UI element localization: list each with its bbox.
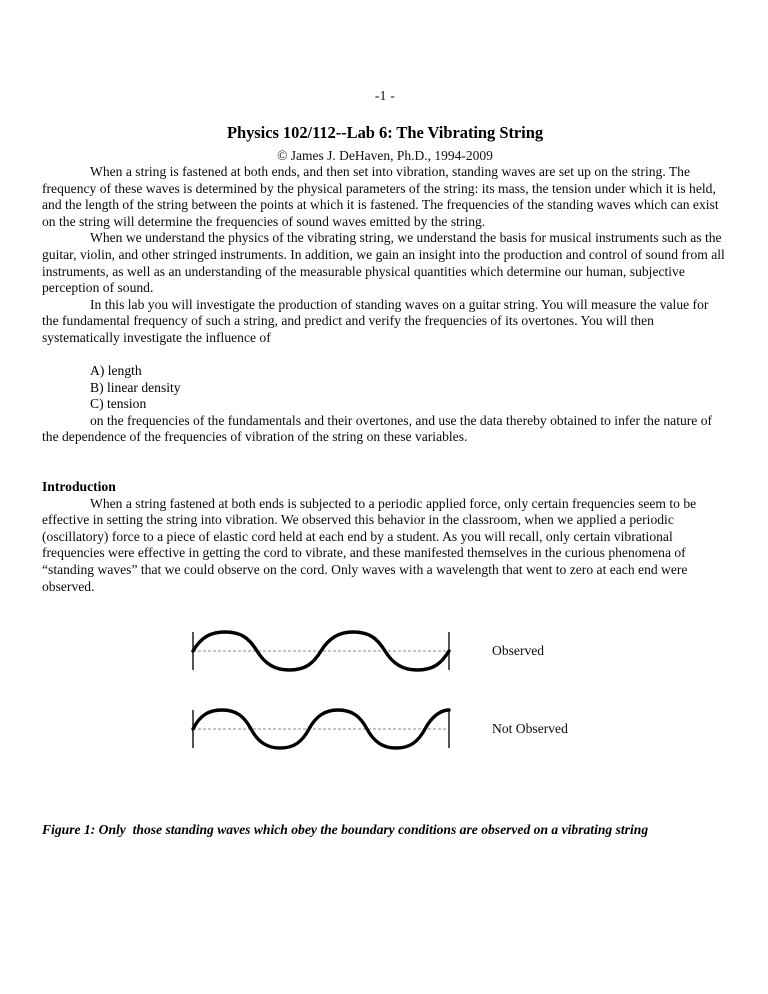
- page-content: [42, 0, 728, 839]
- wave-label-observed: Observed: [492, 643, 545, 659]
- paragraph-overview-1: When a string is fastened at both ends, and then set into vibration, standing waves are set up on the string. The frequency of these waves is determined by the physical parameters of the string: its mass, the tension under which it is held, and the length of the string between the points at which it is fastened. The frequencies of the standing waves which can exist on the string will determine the frequencies of sound waves emitted by the string.: [42, 164, 719, 229]
- wave-label-not-observed: Not Observed: [492, 721, 568, 737]
- copyright-line: © James J. DeHaven, Ph.D., 1994-2009: [277, 148, 493, 163]
- paragraph-overview-3: In this lab you will investigate the production of standing waves on a guitar string. You will measure the value for the fundamental frequency of such a string, and predict and verify the frequencies of its overtones. You will then systematically investigate the influence of: [42, 296, 709, 345]
- figure-1: [42, 625, 728, 800]
- standing-wave-icon: [187, 703, 455, 755]
- influence-variable-list: [42, 363, 728, 413]
- wave-row-not-observed: [42, 703, 728, 781]
- standing-wave-icon: [187, 625, 455, 677]
- list-item: B) linear density: [90, 379, 181, 395]
- list-item: C) tension: [90, 396, 147, 412]
- figure-caption: Figure 1: Only those standing waves which obey the boundary conditions are observed on a vibrating string: [42, 822, 649, 838]
- wave-diagram-not-observed: [187, 703, 455, 755]
- list-item: A) length: [90, 363, 142, 379]
- wave-row-observed: [42, 625, 728, 703]
- wave-diagram-observed: [187, 625, 455, 677]
- page-title: Physics 102/112--Lab 6: The Vibrating String: [226, 123, 544, 142]
- paragraph-introduction-1: When a string fastened at both ends is subjected to a periodic applied force, only certain frequencies seem to be effective in setting the string into vibration. We observed this behavior in the classroom, when we applied a periodic (oscillatory) force to a piece of elastic cord held at each end by a student. As you will recall, only certain vibrational frequencies were effective in getting the cord to vibrate, and these manifested themselves in the curious phenomena of “standing waves” that we could observe on the cord. Only waves with a wavelength that went to zero at each end were observed.: [42, 495, 697, 594]
- paragraph-overview-2: When we understand the physics of the vibrating string, we understand the basis for musical instruments such as the guitar, violin, and other stringed instruments. In addition, we gain an insight into the production and control of sound from all instruments, as well as an understanding of the measurable physical quantities which determine our human, subjective perception of sound.: [42, 230, 725, 296]
- section-heading-introduction: Introduction: [42, 479, 116, 494]
- page-number: -1 -: [374, 88, 396, 103]
- paragraph-overview-4: on the frequencies of the fundamentals and their overtones, and use the data thereby obtained to infer the nature of the dependence of the frequencies of vibration of the string on these variables.: [42, 412, 713, 445]
